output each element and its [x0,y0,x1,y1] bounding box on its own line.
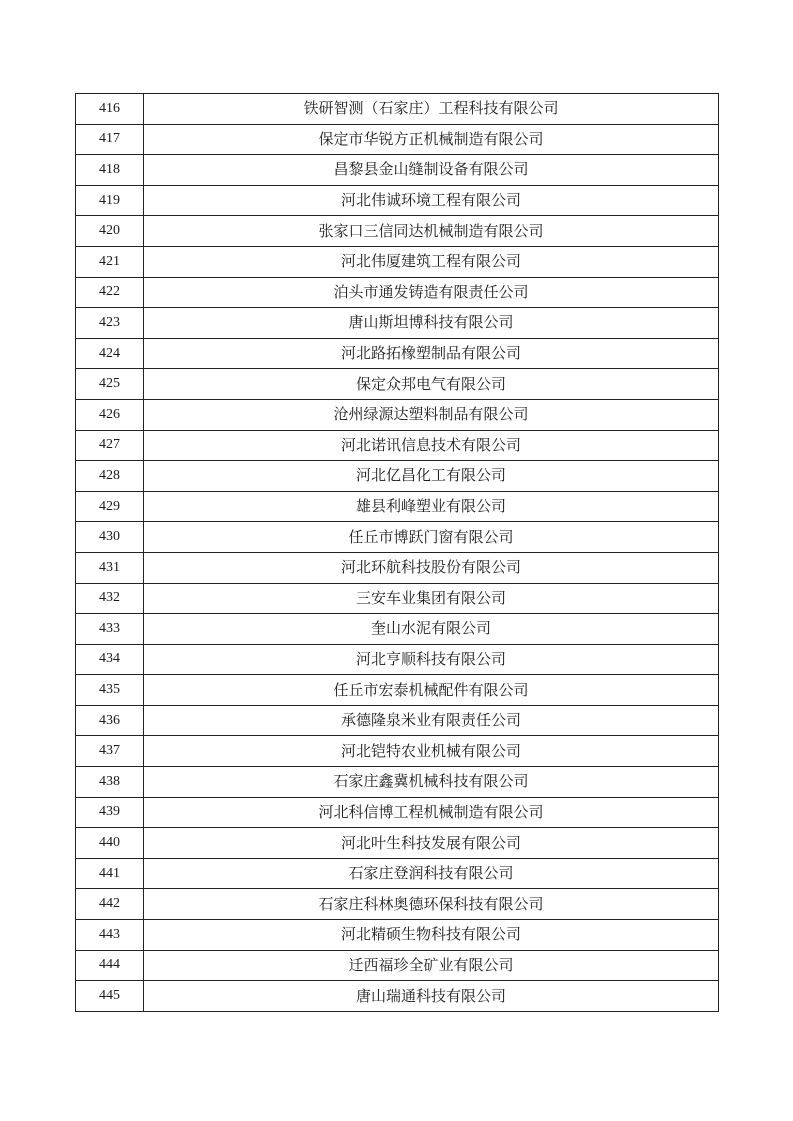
company-name-cell: 奎山水泥有限公司 [144,614,719,645]
row-number-cell: 438 [76,767,144,798]
company-name-cell: 河北路拓橡塑制品有限公司 [144,338,719,369]
table-row [76,277,719,308]
company-name-cell: 河北叶生科技发展有限公司 [144,828,719,859]
company-name-cell: 唐山瑞通科技有限公司 [144,981,719,1012]
company-name-cell: 张家口三信同达机械制造有限公司 [144,216,719,247]
table-row [76,889,719,920]
row-number-cell: 424 [76,338,144,369]
company-name-cell: 河北环航科技股份有限公司 [144,552,719,583]
row-number-cell: 435 [76,675,144,706]
table-row [76,338,719,369]
company-name-cell: 保定市华锐方正机械制造有限公司 [144,124,719,155]
table-row [76,675,719,706]
company-name-cell: 石家庄科林奥德环保科技有限公司 [144,889,719,920]
table-row [76,185,719,216]
company-name-cell: 唐山斯坦博科技有限公司 [144,308,719,339]
row-number-cell: 425 [76,369,144,400]
row-number-cell: 431 [76,552,144,583]
table-row [76,491,719,522]
table-row [76,705,719,736]
table-row [76,797,719,828]
table-row [76,369,719,400]
row-number-cell: 439 [76,797,144,828]
row-number-cell: 436 [76,705,144,736]
table-row [76,981,719,1012]
company-name-cell: 河北诺讯信息技术有限公司 [144,430,719,461]
company-name-cell: 石家庄鑫冀机械科技有限公司 [144,767,719,798]
row-number-cell: 441 [76,858,144,889]
table-body [76,94,719,1012]
row-number-cell: 430 [76,522,144,553]
table-row [76,950,719,981]
company-name-cell: 河北铠特农业机械有限公司 [144,736,719,767]
company-name-cell: 河北科信博工程机械制造有限公司 [144,797,719,828]
company-name-cell: 保定众邦电气有限公司 [144,369,719,400]
table-row [76,828,719,859]
company-name-cell: 任丘市博跃门窗有限公司 [144,522,719,553]
company-name-cell: 铁研智测（石家庄）工程科技有限公司 [144,94,719,125]
row-number-cell: 416 [76,94,144,125]
table-row [76,155,719,186]
row-number-cell: 422 [76,277,144,308]
table-row [76,920,719,951]
company-name-cell: 河北亿昌化工有限公司 [144,461,719,492]
table-row [76,736,719,767]
company-name-cell: 承德隆泉米业有限责任公司 [144,705,719,736]
row-number-cell: 442 [76,889,144,920]
company-name-cell: 三安车业集团有限公司 [144,583,719,614]
row-number-cell: 418 [76,155,144,186]
table-row [76,94,719,125]
table-row [76,430,719,461]
company-name-cell: 石家庄登润科技有限公司 [144,858,719,889]
company-name-cell: 任丘市宏泰机械配件有限公司 [144,675,719,706]
row-number-cell: 434 [76,644,144,675]
row-number-cell: 419 [76,185,144,216]
company-name-cell: 雄县利峰塑业有限公司 [144,491,719,522]
company-name-cell: 河北精硕生物科技有限公司 [144,920,719,951]
company-name-cell: 河北伟厦建筑工程有限公司 [144,246,719,277]
table-row [76,767,719,798]
table-row [76,216,719,247]
company-name-cell: 泊头市通发铸造有限责任公司 [144,277,719,308]
row-number-cell: 437 [76,736,144,767]
row-number-cell: 429 [76,491,144,522]
row-number-cell: 423 [76,308,144,339]
row-number-cell: 444 [76,950,144,981]
row-number-cell: 426 [76,399,144,430]
table-row [76,461,719,492]
table-row [76,124,719,155]
table-row [76,522,719,553]
table-row [76,552,719,583]
row-number-cell: 427 [76,430,144,461]
company-name-cell: 昌黎县金山缝制设备有限公司 [144,155,719,186]
company-name-cell: 迁西福珍全矿业有限公司 [144,950,719,981]
row-number-cell: 433 [76,614,144,645]
row-number-cell: 443 [76,920,144,951]
company-name-cell: 沧州绿源达塑料制品有限公司 [144,399,719,430]
row-number-cell: 421 [76,246,144,277]
company-name-cell: 河北亨顺科技有限公司 [144,644,719,675]
table-row [76,399,719,430]
table-row [76,583,719,614]
row-number-cell: 428 [76,461,144,492]
row-number-cell: 445 [76,981,144,1012]
table-row [76,308,719,339]
company-list-table [75,93,719,1012]
row-number-cell: 440 [76,828,144,859]
row-number-cell: 432 [76,583,144,614]
table-row [76,614,719,645]
table-row [76,858,719,889]
table-row [76,644,719,675]
company-name-cell: 河北伟诚环境工程有限公司 [144,185,719,216]
row-number-cell: 420 [76,216,144,247]
table-row [76,246,719,277]
row-number-cell: 417 [76,124,144,155]
